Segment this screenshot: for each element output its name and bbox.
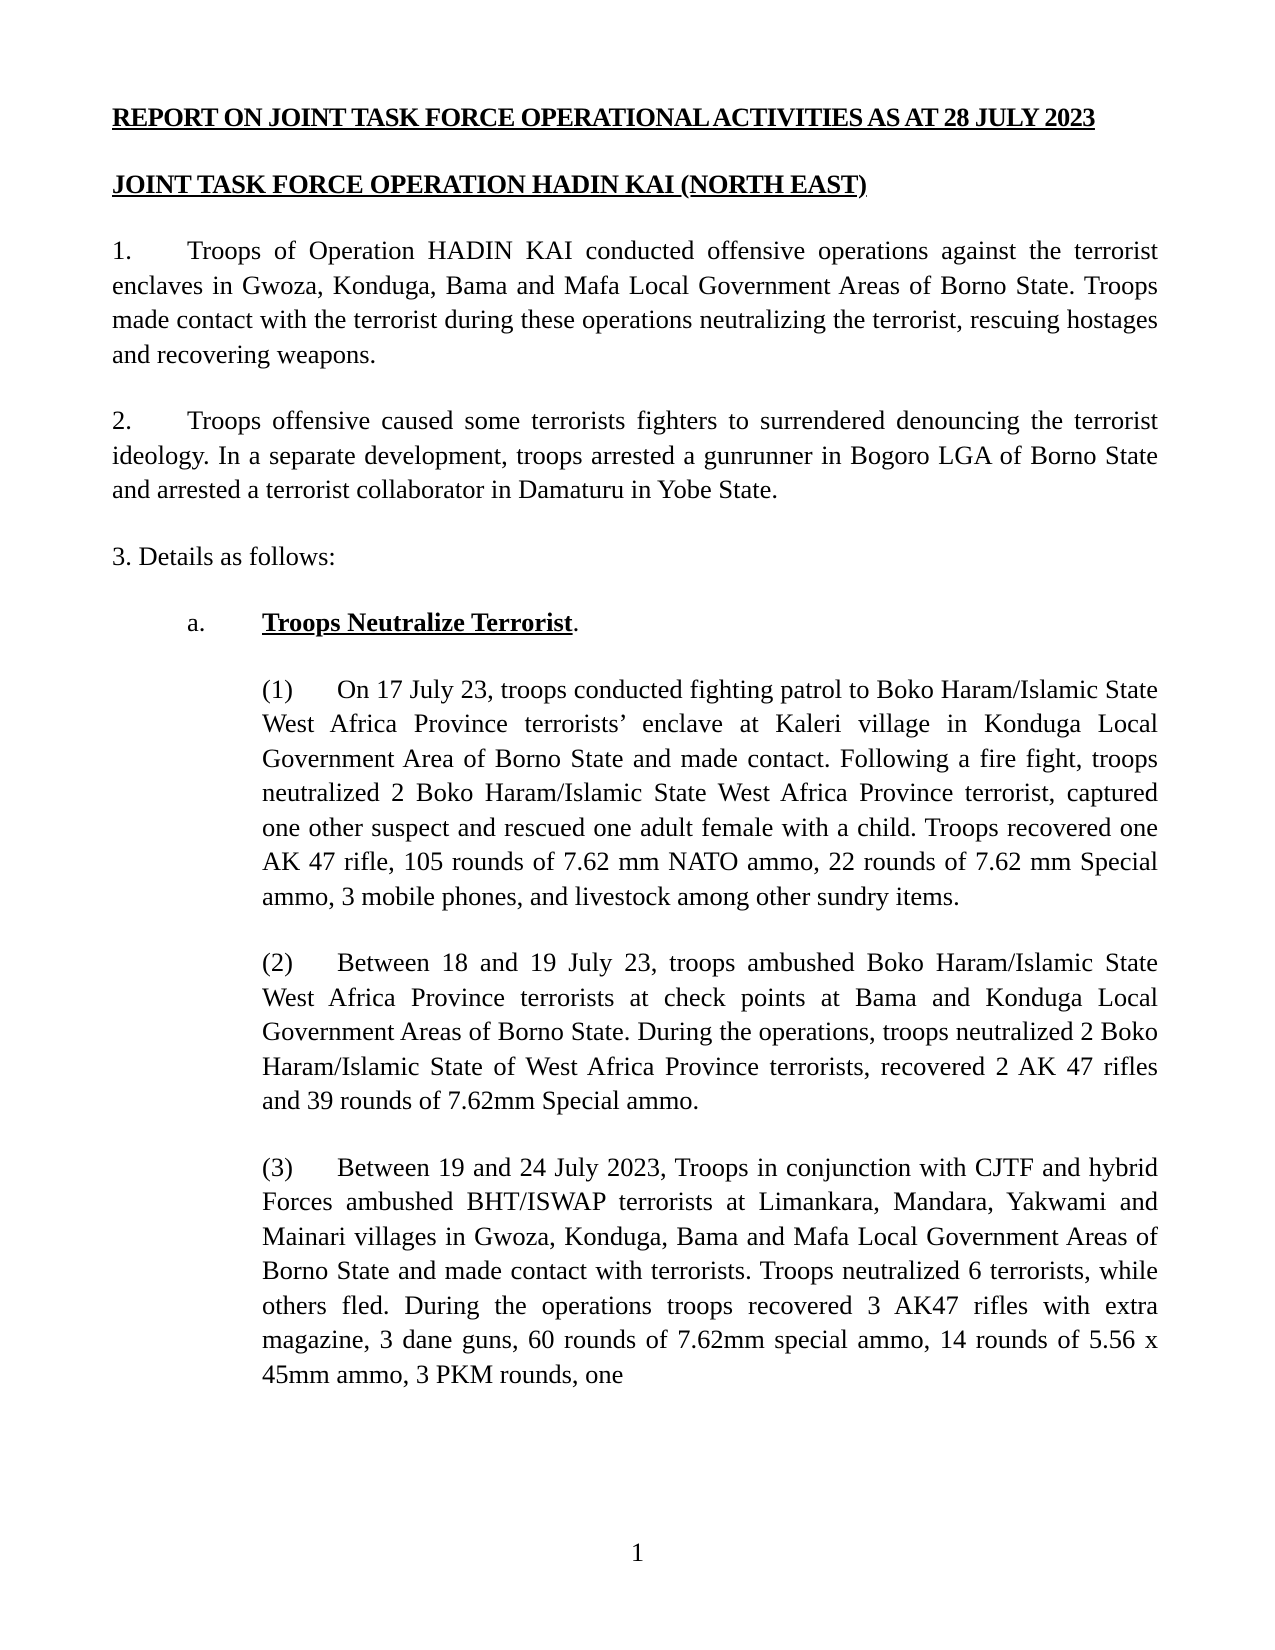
section-heading: JOINT TASK FORCE OPERATION HADIN KAI (NORTH EAST): [112, 168, 867, 199]
paragraph-text: Troops offensive caused some terrorists fighters to surrendered denouncing the terrorist ideology. In a separate development, troops arrested a gunrunner in Bogoro LGA of Borno State and arrested a terrorist collaborator in Damaturu in Yobe State.: [112, 405, 1158, 504]
page-number: 1: [630, 1537, 645, 1567]
paragraph-text: Troops of Operation HADIN KAI conducted offensive operations against the terrorist enclaves in Gwoza, Konduga, Bama and Mafa Local Government Areas of Borno State. Troops made contact with the terrorist during these operations neutralizing the terrorist, rescuing hostages and recovering weapons.: [112, 235, 1158, 369]
report-title: REPORT ON JOINT TASK FORCE OPERATIONAL ACTIVITIES AS AT 28 JULY 2023: [112, 102, 1095, 132]
subsection-heading: [112, 605, 1158, 640]
paragraph-number: 2.: [112, 405, 132, 435]
subsection-title-suffix: .: [572, 607, 580, 637]
details-line: 3. Details as follows:: [112, 540, 336, 571]
subsection-title: Troops Neutralize Terrorist: [262, 607, 573, 637]
paragraph-2: [112, 403, 1158, 507]
paragraph-1: [112, 233, 1158, 371]
subsection-item-1: [262, 672, 1158, 914]
item-text: Between 18 and 19 July 23, troops ambushed Boko Haram/Islamic State West Africa Province terrorists at check points at Bama and Konduga Local Government Areas of Borno State. During the operations, troops neutralized 2 Boko Haram/Islamic State of West Africa Province terrorists, recovered 2 AK 47 rifles and 39 rounds of 7.62mm Special ammo.: [262, 947, 1158, 1115]
subsection-item-2: [262, 945, 1158, 1118]
item-number: (3): [262, 1151, 293, 1182]
subsection-letter: a.: [187, 607, 206, 637]
item-text: On 17 July 23, troops conducted fighting patrol to Boko Haram/Islamic State West Africa Province terrorists’ enclave at Kaleri village in Konduga Local Government Area of Borno State and made contact. Following a fire fight, troops neutralized 2 Boko Haram/Islamic State West Africa Province terrorist, captured one other suspect and rescued one adult female with a child. Troops recovered one AK 47 rifle, 105 rounds of 7.62 mm NATO ammo, 22 rounds of 7.62 mm Special ammo, 3 mobile phones, and livestock among other sundry items.: [262, 673, 1158, 911]
item-number: (2): [262, 947, 293, 977]
paragraph-number: 1.: [112, 235, 132, 265]
item-number: (1): [262, 673, 293, 704]
item-text: Between 19 and 24 July 2023, Troops in conjunction with CJTF and hybrid Forces ambushed BHT/ISWAP terrorists at Limankara, Mandara, Yakwami and Mainari villages in Gwoza, Konduga, Bama and Mafa Local Government Areas of Borno State and made contact with terrorists. Troops neutralized 6 terrorists, while others fled. During the operations troops recovered 3 AK47 rifles with extra magazine, 3 dane guns, 60 rounds of 7.62mm special ammo, 14 rounds of 5.56 x 45mm ammo, 3 PKM rounds, one: [262, 1151, 1158, 1389]
subsection-item-3: [262, 1150, 1158, 1392]
document-page: [112, 100, 1158, 1391]
